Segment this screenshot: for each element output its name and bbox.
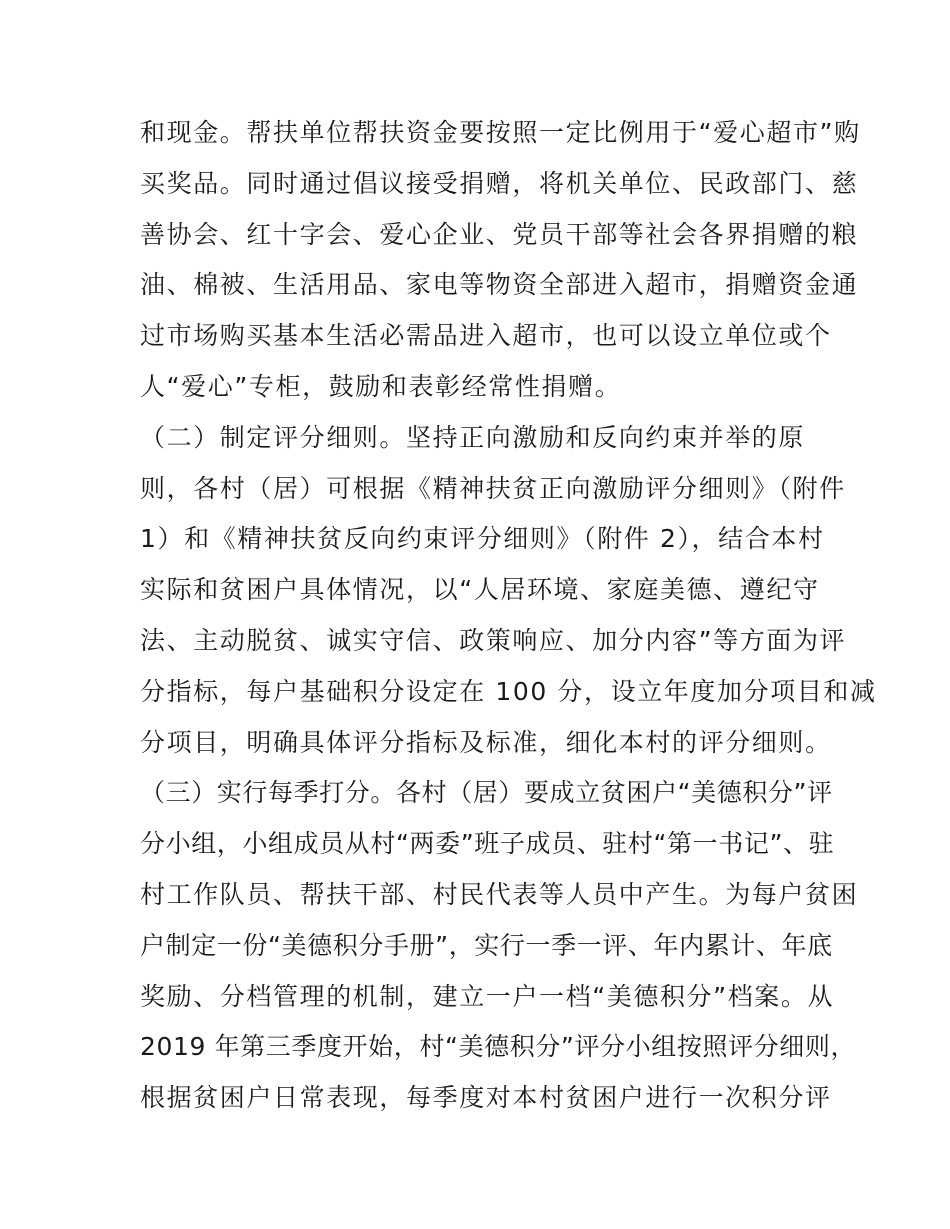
text-line: 分项目，明确具体评分指标及标准，细化本村的评分细则。 <box>140 727 832 757</box>
text-line: 根据贫困户日常表现，每季度对本村贫困户进行一次积分评 <box>140 1083 832 1113</box>
text-line: 实际和贫困户具体情况，以“人居环境、家庭美德、遵纪守 <box>140 575 820 605</box>
text-line: 户制定一份“美德积分手册”，实行一季一评、年内累计、年底 <box>140 930 833 960</box>
text-line: 2019 年第三季度开始，村“美德积分”评分小组按照评分细则， <box>140 1032 857 1062</box>
text-line: 过市场购买基本生活必需品进入超市，也可以设立单位或个 <box>140 321 832 351</box>
text-line: 1）和《精神扶贫反向约束评分细则》（附件 2），结合本村 <box>140 524 825 554</box>
text-line: 则，各村（居）可根据《精神扶贫正向激励评分细则》（附件 <box>140 473 846 503</box>
text-line: 油、棉被、生活用品、家电等物资全部进入超市，捐赠资金通 <box>140 270 859 300</box>
text-line: 和现金。帮扶单位帮扶资金要按照一定比例用于“爱心超市”购 <box>140 118 861 147</box>
text-line: 分指标，每户基础积分设定在 100 分，设立年度加分项目和减 <box>140 676 877 706</box>
document-body <box>140 108 877 1124</box>
text-line: 买奖品。同时通过倡议接受捐赠，将机关单位、民政部门、慈 <box>140 168 859 198</box>
text-line: 人“爱心”专柜，鼓励和表彰经常性捐赠。 <box>140 371 622 401</box>
text-line: 村工作队员、帮扶干部、村民代表等人员中产生。为每户贫困 <box>140 879 859 909</box>
text-line: 分小组，小组成员从村“两委”班子成员、驻村“第一书记”、驻 <box>140 829 835 859</box>
text-line: 奖励、分档管理的机制，建立一户一档“美德积分”档案。从 <box>140 981 835 1011</box>
section-heading-line: （二）制定评分细则。坚持正向激励和反向约束并举的原 <box>140 422 806 452</box>
section-heading-line: （三）实行每季打分。各村（居）要成立贫困户“美德积分”评 <box>140 778 833 808</box>
text-line: 善协会、红十字会、爱心企业、党员干部等社会各界捐赠的粮 <box>140 219 859 249</box>
text-line: 法、主动脱贫、诚实守信、政策响应、加分内容”等方面为评 <box>140 625 847 655</box>
